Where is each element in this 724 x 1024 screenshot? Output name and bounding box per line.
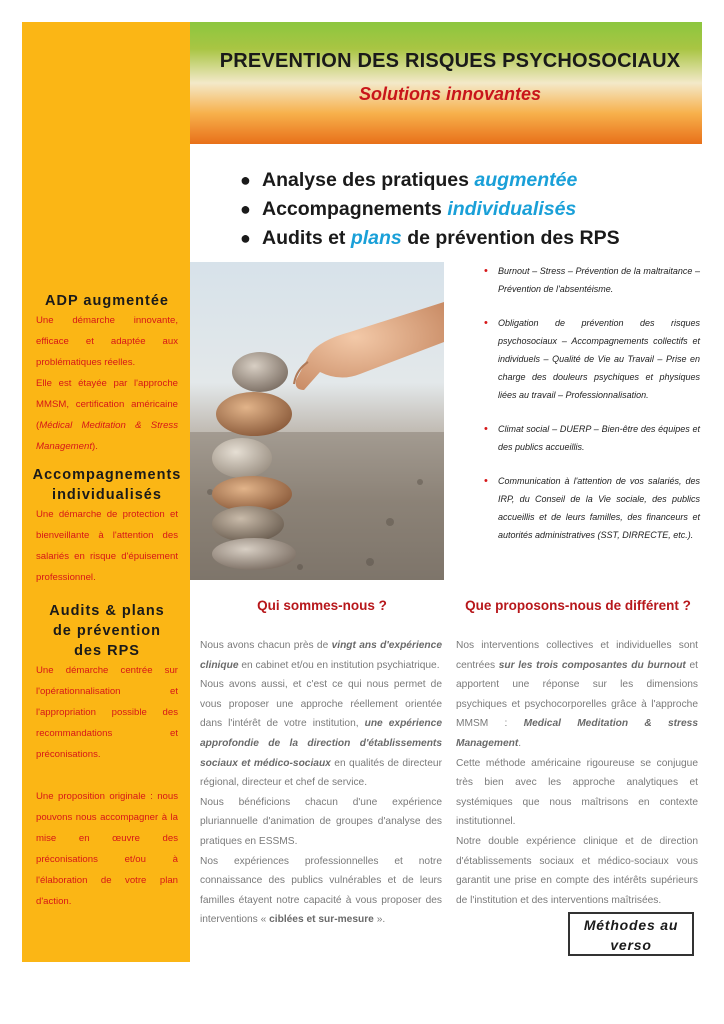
bullet-icon: ●: [240, 199, 251, 219]
keywords-list: [484, 262, 700, 560]
main-bullet: ● Analyse des pratiques augmentée: [240, 166, 700, 195]
list-item: • Communication à l'attention de vos salariés, des IRP, du Conseil de la Vie sociale, des publics accueillis et de leurs familles, des financeurs et autorités administratives (SST, DIRRECTE, etc.).: [484, 472, 700, 544]
quoi-text: Nos interventions collectives et individuelles sont centrées sur les trois composantes du burnout et apportent une réponse sur les dimensions psychiques et psychocorporelles grâce à l'approche MMSM : Medical Meditation & stress Management. Cette méthode américaine rigoureuse se conjugue très bien avec les approche analytiques et systémiques que nous maîtrisons en contexte institutionnel. Notre double expérience clinique et de direction d'établissements sociaux et médico-sociaux vous garantit une prise en compte des intérêts supérieurs de l'institution et des interventions maîtrisées.: [456, 640, 699, 906]
accompagnements-text: Une démarche de protection et bienveillante à l'attention des salariés en risque d'épuisement professionnel.: [36, 509, 178, 583]
header-banner: [190, 22, 702, 144]
qui-text: Nous avons chacun près de vingt ans d'expérience clinique en cabinet et/ou en institution psychiatrique. Nous avons aussi, et c'est ce qui nous permet de vous proposer une approche réellement orientée dans l'intérêt de votre institution, une expérience approfondie de la direction d'établissements sociaux et médico-sociaux en qualités de directeur régional, directeur et chef de service. Nous bénéficions chacun d'une expérience pluriannuelle d'animation de groupes d'analyse des pratiques en ESSMS. Nos expériences professionnelles et notre connaissance des publics vulnérables et de leurs familles étayent notre capacité à vous proposer des interventions « ciblées et sur-mesure ».: [200, 640, 442, 926]
balanced-stones-illustration: [190, 262, 444, 580]
bullet-icon: ●: [240, 170, 251, 190]
qui-heading: Qui sommes-nous ?: [257, 598, 387, 613]
adp-text: Une démarche innovante, efficace et adaptée aux problématiques réelles. Elle est étayée par l'approche MMSM, certification américaine (Médical Meditation & Stress Management).: [36, 315, 178, 452]
page-subtitle: Solutions innovantes: [358, 84, 541, 104]
main-bullet: ● Accompagnements individualisés: [240, 195, 700, 224]
methodes-box: Méthodes au verso: [568, 912, 694, 956]
adp-heading: ADP augmentée: [45, 293, 169, 309]
accompagnements-heading: Accompagnements individualisés: [32, 467, 182, 503]
list-item: • Climat social – DUERP – Bien-être des équipes et des publics accueillis.: [484, 420, 700, 456]
list-item: • Obligation de prévention des risques psychosociaux – Accompagnements collectifs et individuels – Qualité de Vie au Travail – Prise en charge des douleurs psychiques et physiques liées au travail – Professionnalisation.: [484, 314, 700, 404]
stones-photo: [190, 262, 444, 580]
main-bullet: ● Audits et plans de prévention des RPS: [240, 224, 700, 253]
quoi-heading: Que proposons-nous de différent ?: [465, 598, 691, 613]
list-item: • Burnout – Stress – Prévention de la maltraitance – Prévention de l'absentéisme.: [484, 262, 700, 298]
main-bullets: [240, 166, 700, 253]
page-title: PREVENTION DES RISQUES PSYCHOSOCIAUX: [219, 50, 681, 72]
audits-heading: Audits & plans de prévention des RPS: [49, 603, 165, 659]
audits-text: Une démarche centrée sur l'opérationnalisation et l'appropriation possible des recommandations et préconisations. Une proposition originale : nous pouvons nous accompagner à la mise en œuvre des préconisations et/ou à l'élaboration de votre plan d'action.: [36, 665, 178, 907]
bullet-icon: ●: [240, 228, 251, 248]
